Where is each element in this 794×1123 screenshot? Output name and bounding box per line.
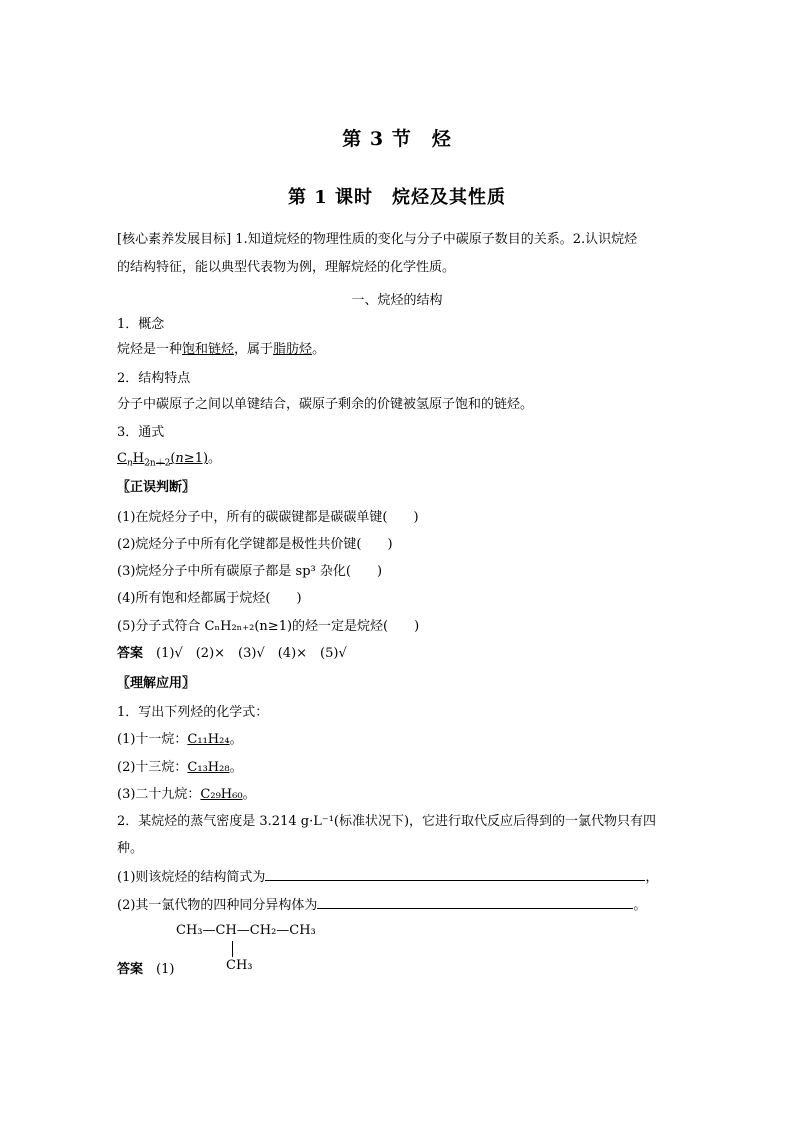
q1-item: (2)十三烷：C₁₃H₂₈。: [117, 760, 243, 775]
question-2-a: (1)则该烷烃的结构简式为 ，: [117, 870, 659, 885]
q1-item: (1)十一烷：C₁₁H₂₄。: [117, 732, 243, 747]
bracket-close-icon: 〗: [182, 480, 196, 495]
concept-pre: 烷烃是一种: [117, 342, 183, 357]
judge-item: (4)所有饱和烃都属于烷烃( ): [117, 591, 302, 606]
q1-item: (3)二十九烷：C₂₉H₆₀。: [117, 787, 256, 802]
judge-item: (1)在烷烃分子中，所有的碳碳键都是碳碳单键( ): [117, 510, 419, 525]
general-formula: $C_nH_{2n+2}(n\ge 1)$。: [117, 451, 222, 469]
part1-heading: 一、烷烃的结构: [351, 293, 443, 308]
question-2-b: (2)其一氯代物的四种同分异构体为 。: [117, 898, 647, 913]
bracket-open-icon: 〖: [117, 480, 131, 495]
answer-label: 答案: [117, 646, 144, 661]
section-title: 第 3 节 烃: [342, 128, 452, 150]
judge-answer: [117, 645, 347, 663]
answer-text: (1)√ (2)× (3)√ (4)× (5)√: [156, 646, 347, 661]
concept-heading: 1．概念: [117, 317, 165, 332]
concept-text: [117, 341, 325, 359]
bracket-open-icon: 〖: [117, 676, 131, 691]
bracket-close-icon: 〗: [182, 676, 196, 691]
answer-number: (1): [156, 962, 175, 977]
objectives-text-2: 的结构特征，能以典型代表物为例，理解烷烃的化学性质。: [117, 260, 456, 275]
judge-heading: 〖正误判断〗: [117, 480, 196, 495]
question-2-line-2: 种。: [117, 841, 144, 856]
judge-item: (2)烷烃分子中所有化学键都是极性共价键( ): [117, 537, 393, 552]
branch-bond: [232, 941, 233, 957]
concept-underline-1: 饱和链烃: [182, 342, 235, 357]
objectives-text-1: 1.知道烷烃的物理性质的变化与分子中碳原子数目的关系。2.认识烷烃: [235, 232, 638, 247]
structure-text: 分子中碳原子之间以单键结合，碳原子剩余的价键被氢原子饱和的链烃。: [117, 397, 534, 412]
structure-heading: 2．结构特点: [117, 371, 191, 386]
question-1: 1．写出下列烃的化学式：: [117, 705, 269, 720]
structural-formula-branch: CH₃: [226, 958, 253, 973]
formula-heading: 3．通式: [117, 425, 165, 440]
lesson-title: 第 1 课时 烷烃及其性质: [287, 187, 507, 208]
objectives-line-1: [117, 231, 637, 249]
apply-heading: 〖理解应用〗: [117, 676, 196, 691]
concept-mid: ，属于: [234, 342, 274, 357]
q2-answer: [117, 961, 174, 979]
answer-label: 答案: [117, 962, 144, 977]
question-2-line-1: 2．某烷烃的蒸气密度是 3.214 g·L⁻¹(标准状况下)，它进行取代反应后得到的一氯代物只有四: [117, 814, 657, 829]
general-formula-expr: $C_nH_{2n+2}(n\ge 1)$: [117, 451, 209, 469]
answer-blank-a: [265, 868, 645, 881]
answer-blank-b: [317, 896, 633, 909]
concept-post: 。: [312, 342, 326, 357]
concept-underline-2: 脂肪烃: [273, 342, 313, 357]
objectives-tag: [核心素养发展目标]: [117, 232, 232, 247]
structural-formula-main: CH₃—CH—CH₂—CH₃: [176, 923, 316, 938]
judge-item: (3)烷烃分子中所有碳原子都是 sp³ 杂化( ): [117, 564, 383, 579]
judge-item: (5)分子式符合 CₙH₂ₙ₊₂(n≥1)的烃一定是烷烃( ): [117, 619, 420, 634]
